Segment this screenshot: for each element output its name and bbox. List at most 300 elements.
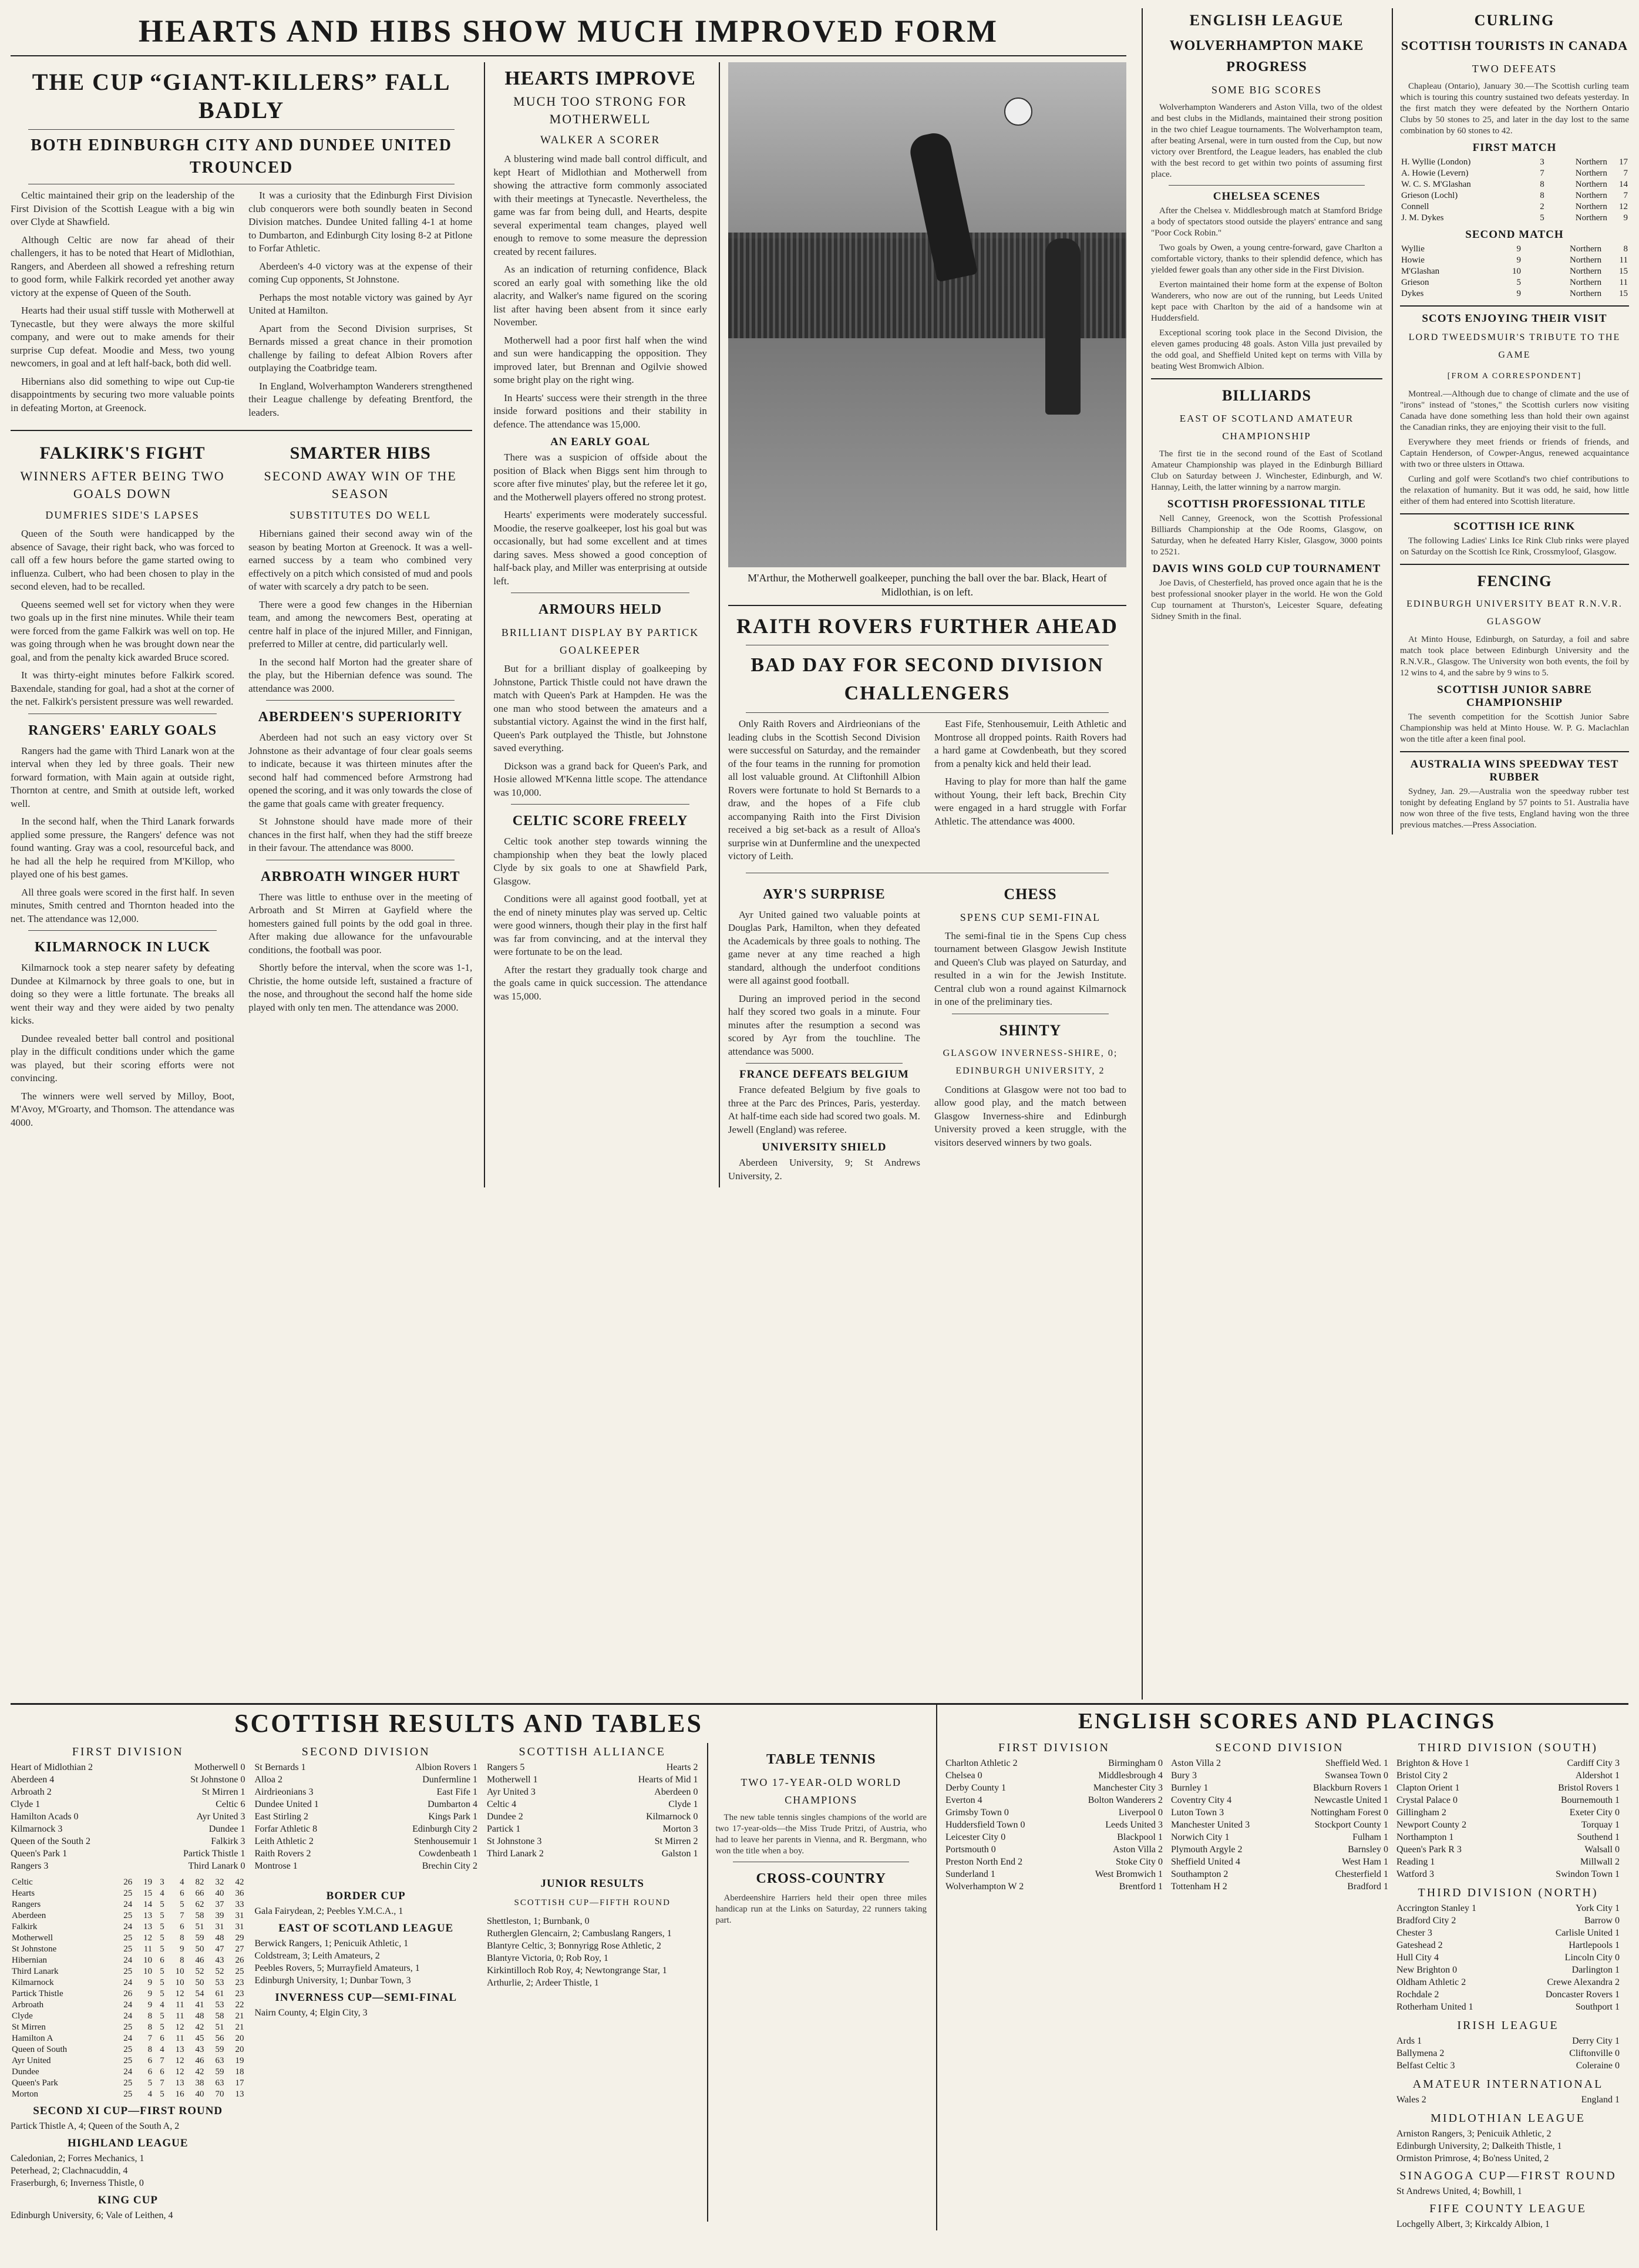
fixture-home: Wales 2 [1396, 2095, 1426, 2105]
table-cell: Clyde [12, 2011, 33, 2021]
table-cell: 8 [147, 2023, 153, 2032]
table-cell: 24 [123, 1956, 133, 1965]
table-cell: 25 [235, 1967, 244, 1976]
fixture-home: Ballymena 2 [1396, 2048, 1445, 2058]
fixture-home: Rotherham United 1 [1396, 2002, 1473, 2012]
fixture-away: Galston 1 [661, 1849, 698, 1859]
table-cell: 5 [160, 1922, 164, 1931]
fixture-home: Bury 3 [1171, 1771, 1197, 1781]
fixture-home: Montrose 1 [254, 1861, 298, 1871]
fixture-home: Sunderland 1 [945, 1869, 995, 1879]
match-photo [728, 62, 1126, 567]
fixture-away: Derry City 1 [1572, 2036, 1620, 2046]
table-row [11, 1888, 245, 1899]
billiards-subhead: EAST OF SCOTLAND AMATEUR CHAMPIONSHIP [1179, 413, 1354, 442]
table-cell: 36 [235, 1889, 244, 1898]
english-scores [936, 1705, 1628, 2230]
fixture-row [11, 1761, 245, 1774]
fixture-home: Newport County 2 [1396, 1820, 1467, 1830]
main-block [11, 8, 1126, 1700]
table-cell: 12 [175, 2056, 184, 2065]
fixture-away: Partick Thistle 1 [183, 1849, 245, 1859]
table-cell: 52 [195, 1967, 204, 1976]
table-cell: 25 [123, 2023, 133, 2032]
result-line: Caledonian, 2; Forres Mechanics, 1 [11, 2153, 144, 2163]
table-cell: 21 [235, 2011, 244, 2021]
billiards-p3: Joe Davis, of Chesterfield, has proved once again that he is the best professional snooker player in the world. He won the Gold Cup tournament at Thurston's, Leicester Square, defeating Sidney Smith in the final. [1151, 578, 1382, 621]
fixture-home: Airdrieonians 3 [254, 1787, 314, 1797]
fixture-away: Hearts 2 [666, 1762, 698, 1772]
table-cell: 3 [160, 1877, 164, 1887]
result-line: Blantyre Victoria, 0; Rob Roy, 1 [486, 1953, 608, 1963]
table-cell: 6 [160, 2034, 164, 2043]
table-cell: 16 [175, 2089, 184, 2099]
fixture-row [487, 1848, 698, 1860]
amateur-label: AMATEUR INTERNATIONAL [1412, 2078, 1604, 2091]
chelsea-headline: CHELSEA SCENES [1213, 190, 1321, 203]
chelsea-p1: After the Chelsea v. Middlesbrough match at Stamford Bridge a body of spectators stood outside the players' entrance and sang "Poor Cock Robin." [1151, 206, 1382, 238]
fixture-row [11, 1786, 245, 1798]
fixture-away: Blackpool 1 [1117, 1832, 1163, 1842]
fixture-away: Bournemouth 1 [1561, 1795, 1620, 1805]
english-label: ENGLISH LEAGUE [1189, 12, 1344, 29]
cup-p2: Although Celtic are now far ahead of their challengers, it has to be noted that Heart of Midlothian, Rangers, and Aberdeen all showed a refreshing return to good form, while Falkirk recorded yet another away victory at the expense of Queen of the South. [11, 234, 235, 298]
raith-p3: Having to play for more than half the game without Young, their left back, Brechin City were engaged in a hard struggle with Forfar Athletic. The attendance was 4000. [934, 776, 1126, 827]
english-p1: Wolverhampton Wanderers and Aston Villa, two of the oldest and best clubs in the Midlands, maintained their strong position in the two chief League tournaments. The Wolverhampton team, after beating Arsenal, were in turn ousted from the Cup, but now victory over Brentford, the League leaders, has enabled the club with the best record to get within two points of assuming first place. [1151, 103, 1382, 179]
first-div-results [11, 1761, 245, 1872]
table-cell: Hibernian [12, 1956, 47, 1965]
eng-second-label: SECOND DIVISION [1215, 1741, 1344, 1754]
table-cell: 10 [1512, 267, 1521, 276]
fixture-home: Reading 1 [1396, 1857, 1435, 1867]
fixture-home: East Stirling 2 [254, 1812, 309, 1822]
table-row [1400, 266, 1629, 277]
table-cell: Hearts [12, 1889, 35, 1898]
fixture-row [1396, 1988, 1620, 2001]
result-line: Arthurlie, 2; Ardeer Thistle, 1 [486, 1978, 599, 1988]
result-line: Berwick Rangers, 1; Penicuik Athletic, 1 [254, 1939, 409, 1949]
fixture-away: St Mirren 2 [654, 1836, 698, 1846]
fixture-home: Derby County 1 [945, 1783, 1007, 1793]
table-cell: 9 [147, 1978, 153, 1987]
table-cell: 21 [235, 2023, 244, 2032]
english-kicker: SOME BIG SCORES [1211, 84, 1322, 96]
scots-visit-kicker: [FROM A CORRESPONDENT] [1447, 372, 1582, 381]
raith-subhead: BAD DAY FOR SECOND DIVISION CHALLENGERS [750, 654, 1104, 704]
table-cell: Falkirk [12, 1922, 38, 1931]
table-cell: 5 [160, 1978, 164, 1987]
table-cell: 54 [195, 1989, 204, 1998]
fixture-row [1171, 1868, 1388, 1880]
table-cell: 10 [175, 1967, 184, 1976]
curling-second-label: SECOND MATCH [1465, 228, 1564, 241]
table-row [11, 1977, 245, 1988]
table-cell: 9 [180, 1944, 184, 1954]
fixture-away: Clyde 1 [668, 1799, 698, 1809]
fixture-row [11, 1860, 245, 1872]
table-cell: 58 [195, 1911, 204, 1920]
table-cell: 25 [123, 1967, 133, 1976]
table-cell: 63 [215, 2056, 224, 2065]
table-cell: 33 [235, 1900, 244, 1909]
table-cell: 31 [235, 1911, 244, 1920]
table-cell: Northern [1575, 202, 1607, 211]
table-cell: 7 [1623, 191, 1628, 200]
fixture-home: Partick 1 [486, 1824, 521, 1834]
table-cell: 9 [147, 1989, 153, 1998]
table-cell: 59 [195, 1933, 204, 1943]
table-cell: 9 [1516, 244, 1521, 254]
fixture-home: St Bernards 1 [254, 1762, 306, 1772]
fixture-row [254, 1848, 477, 1860]
fixture-away: Newcastle United 1 [1314, 1795, 1388, 1805]
table-cell: 5 [160, 1933, 164, 1943]
table-cell: 50 [195, 1944, 204, 1954]
table-cell: Ayr United [12, 2056, 51, 2065]
table-cell: 4 [180, 1877, 184, 1887]
table-cell: 5 [160, 1989, 164, 1998]
cup-p7: Perhaps the most notable victory was gained by Ayr United at Hamilton. [248, 291, 473, 316]
table-cell: 24 [123, 2011, 133, 2021]
billiards-kicker2: DAVIS WINS GOLD CUP TOURNAMENT [1152, 563, 1381, 575]
fixture-home: Chelsea 0 [945, 1771, 982, 1781]
alliance-results [487, 1761, 698, 1860]
table-cell: Connell [1401, 202, 1429, 211]
curling-headline: SCOTTISH TOURISTS IN CANADA [1401, 38, 1628, 53]
first-div-table [11, 1877, 245, 2100]
table-row [11, 1899, 245, 1910]
fixture-row [1396, 1819, 1620, 1831]
table-cell: 6 [160, 2067, 164, 2077]
table-cell: Third Lanark [12, 1967, 59, 1976]
speedway-p1: Sydney, Jan. 29.—Australia won the speedway rubber test tonight by defeating England by 57 points to 51. Australia have now won three of the five tests, England having won the three previous matches.—Press Association. [1399, 787, 1629, 830]
result-line: Shettleston, 1; Burnbank, 0 [486, 1916, 590, 1926]
eng-first-results [945, 1757, 1163, 1893]
table-row [11, 2011, 245, 2022]
hearts-p1: A blustering wind made ball control difficult, and kept Heart of Midlothian and Motherwell from showing the attractive form commonly associated with their meetings at Tynecastle. Nevertheless, the game was far from being dull, and Hearts, despite several experimental team changes, played well enough to remove to some measure the depression created by recent failures. [493, 153, 707, 257]
third-south-label: THIRD DIVISION (SOUTH) [1418, 1741, 1598, 1754]
table-tennis-p1: The new table tennis singles champions of the world are two 17-year-olds—the Miss Trude Pritzi, of Austria, who had to leave her parents in Vienna, and R. Bergmann, who won the title when a boy. [715, 1813, 927, 1856]
table-cell: 11 [176, 2011, 184, 2021]
midlothian-label: MIDLOTHIAN LEAGUE [1431, 2112, 1586, 2125]
table-cell: 8 [147, 2011, 153, 2021]
table-cell: 4 [160, 2045, 164, 2054]
table-cell: 13 [143, 1911, 153, 1920]
fixture-away: Carlisle United 1 [1555, 1928, 1620, 1938]
table-cell: 40 [195, 2089, 204, 2099]
table-cell: 11 [176, 2034, 184, 2043]
fixture-away: Nottingham Forest 0 [1310, 1808, 1388, 1818]
arbroath-p1: There was little to enthuse over in the meeting of Arbroath and St Mirren at Gayfield where the homesters gained full points by the odd goal in three. After making due allowance for the unfavourable conditions, the football was poor. [248, 891, 473, 955]
rangers-headline: RANGERS' EARLY GOALS [28, 722, 217, 738]
table-row [11, 2089, 245, 2100]
fixture-row [945, 1831, 1163, 1843]
fixture-home: Southampton 2 [1171, 1869, 1229, 1879]
fixture-home: Wolverhampton W 2 [945, 1882, 1024, 1892]
table-cell: 17 [1619, 157, 1628, 167]
fixture-row [11, 1823, 245, 1835]
fixture-away: Fulham 1 [1352, 1832, 1388, 1842]
chelsea-p3: Everton maintained their home form at the expense of Bolton Wanderers, who now are out of the running, but Leeds United kept pace with Charlton by the aid of a handsome win at Huddersfield. [1151, 280, 1382, 323]
fixture-away: St Johnstone 0 [190, 1775, 245, 1785]
fixture-row [254, 1761, 477, 1774]
fixture-home: Celtic 4 [486, 1799, 517, 1809]
result-line: Lochgelly Albert, 3; Kirkcaldy Albion, 1 [1396, 2219, 1550, 2229]
table-cell: 5 [180, 1900, 184, 1909]
table-row [1400, 157, 1629, 168]
hearts-subhead: MUCH TOO STRONG FOR MOTHERWELL [513, 94, 687, 126]
billiards-headline: BILLIARDS [1221, 387, 1312, 404]
fixture-away: St Mirren 1 [201, 1787, 245, 1797]
table-cell: 62 [195, 1900, 204, 1909]
table-cell: Northern [1575, 191, 1607, 200]
fixture-row [1171, 1856, 1388, 1868]
fixture-away: Hartlepools 1 [1569, 1940, 1620, 1950]
fixture-home: Huddersfield Town 0 [945, 1820, 1025, 1830]
table-cell: 23 [235, 1989, 244, 1998]
table-cell: 39 [215, 1911, 224, 1920]
falkirk-p1: Queen of the South were handicapped by the absence of Savage, their right back, who was forced to call off a few hours before the game started owing to influenza. Culbert, who had been chosen to play in the second eleven, had to be recalled. [11, 528, 235, 592]
ayr-headline: AYR'S SURPRISE [763, 886, 886, 902]
fixture-home: Dundee 2 [486, 1812, 523, 1822]
table-cell: 5 [1540, 213, 1544, 223]
scots-visit-p1: Montreal.—Although due to change of climate and the use of "irons" instead of "stones," the Scottish curlers now visiting Canada have done something less than hold their own against the Canadian rinks, they are enjoying their visit to the full. [1399, 389, 1629, 432]
fixture-row [1396, 1843, 1620, 1856]
fixture-row [11, 1798, 245, 1811]
table-cell: St Mirren [12, 2023, 46, 2032]
fixture-home: Burnley 1 [1171, 1783, 1209, 1793]
fixture-home: Crystal Palace 0 [1396, 1795, 1458, 1805]
table-cell: 24 [123, 2000, 133, 2010]
chess-subhead: SPENS CUP SEMI-FINAL [960, 911, 1101, 923]
fixture-away: Torquay 1 [1581, 1820, 1620, 1830]
table-cell: 59 [215, 2067, 224, 2077]
table-cell: Kilmarnock [12, 1978, 54, 1987]
table-cell: 46 [195, 1956, 204, 1965]
fixture-away: West Bromwich 1 [1095, 1869, 1163, 1879]
fixture-away: Dumbarton 4 [428, 1799, 477, 1809]
fixture-row [487, 1835, 698, 1848]
fixture-home: Watford 3 [1396, 1869, 1435, 1879]
shinty-headline: SHINTY [999, 1021, 1062, 1039]
fixture-home: Accrington Stanley 1 [1396, 1903, 1476, 1913]
table-row [11, 1988, 245, 2000]
kilmarnock-headline: KILMARNOCK IN LUCK [34, 940, 211, 955]
table-cell: Northern [1575, 180, 1607, 189]
table-cell: 31 [235, 1922, 244, 1931]
fixture-row [945, 1868, 1163, 1880]
table-cell: 10 [143, 1956, 153, 1965]
result-line: Ormiston Primrose, 4; Bo'ness United, 2 [1396, 2153, 1549, 2163]
fixture-row [487, 1811, 698, 1823]
fixture-row [1396, 1868, 1620, 1880]
fixture-row [1396, 2035, 1620, 2047]
table-cell: 13 [175, 2045, 184, 2054]
cup-headline: THE CUP “GIANT-KILLERS” FALL BADLY [32, 69, 451, 123]
fixture-row [1171, 1843, 1388, 1856]
shield-p1: Aberdeen University, 9; St Andrews University, 2. [728, 1157, 920, 1182]
result-line: St Andrews United, 4; Bowhill, 1 [1396, 2186, 1522, 2196]
speedway-headline: AUSTRALIA WINS SPEEDWAY TEST RUBBER [1410, 758, 1619, 783]
scots-visit-subhead: LORD TWEEDSMUIR'S TRIBUTE TO THE GAME [1408, 332, 1621, 360]
table-row [1400, 288, 1629, 300]
fixture-home: Coventry City 4 [1171, 1795, 1232, 1805]
fixture-away: Dunfermline 1 [422, 1775, 477, 1785]
ayr-p1: Ayr United gained two valuable points at Douglas Park, Hamilton, when they defeated the Academicals by three goals to nothing. The game never at any time reached a high standard, although the underfoot conditions were all against good football. [728, 908, 920, 986]
table-cell: 7 [160, 2078, 164, 2088]
fixture-home: Third Lanark 2 [486, 1849, 544, 1859]
fixture-row [1396, 2047, 1620, 2060]
table-cell: Hamilton A [12, 2034, 53, 2043]
fencing-p2: The seventh competition for the Scottish Junior Sabre Championship was held at Minto House. W. P. G. Maclachlan won the title after a keen final pool. [1399, 712, 1629, 744]
fixture-away: Brechin City 2 [422, 1861, 477, 1871]
fixture-away: Lincoln City 0 [1564, 1953, 1620, 1963]
table-cell: 5 [160, 1967, 164, 1976]
right-block [1142, 8, 1629, 1700]
table-cell: 45 [195, 2034, 204, 2043]
table-tennis-headline: TABLE TENNIS [766, 1752, 876, 1767]
sinagoga-label: SINAGOGA CUP—FIRST ROUND [1399, 2169, 1617, 2182]
table-row [1400, 179, 1629, 190]
alliance-label: SCOTTISH ALLIANCE [519, 1745, 666, 1758]
table-cell: 27 [235, 1944, 244, 1954]
fixture-away: Crewe Alexandra 2 [1547, 1977, 1620, 1987]
fixture-away: Aldershot 1 [1575, 1771, 1620, 1781]
table-cell: 4 [160, 2000, 164, 2010]
hibs-kicker: SUBSTITUTES DO WELL [290, 509, 432, 521]
table-cell: 7 [180, 1911, 184, 1920]
fixture-row [254, 1823, 477, 1835]
scots-visit-headline: SCOTS ENJOYING THEIR VISIT [1422, 312, 1607, 325]
table-row [11, 1933, 245, 1944]
fixture-home: Luton Town 3 [1171, 1808, 1224, 1818]
result-line: Fraserburgh, 6; Inverness Thistle, 0 [11, 2178, 144, 2188]
falkirk-p2: Queens seemed well set for victory when they were two goals up in the first nine minutes. While their team were forced from the game Falkirk was well on top. He was going through when he was brought down near the goal, and from the penalty kick awarded Bruce scored. [11, 598, 235, 663]
fixture-away: Middlesbrough 4 [1098, 1771, 1163, 1781]
fixture-row [1396, 1964, 1620, 1976]
fixture-home: Hull City 4 [1396, 1953, 1439, 1963]
table-cell: 25 [123, 2056, 133, 2065]
fixture-row [254, 1835, 477, 1848]
fixture-row [1396, 1902, 1620, 1914]
fixture-home: Bristol City 2 [1396, 1771, 1448, 1781]
kilmarnock-p2: Dundee revealed better ball control and positional play in the difficult conditions under which the game was played, but their scoring efforts were not convincing. [11, 1032, 235, 1083]
second-div-results [254, 1761, 477, 1872]
fixture-home: Queen's Park R 3 [1396, 1845, 1462, 1855]
fixture-away: Bradford 1 [1347, 1882, 1388, 1892]
table-cell: 8 [1540, 180, 1544, 189]
hibs-p2: There were a good few changes in the Hibernian team, and among the newcomers Best, operating at centre half in place of the injured Miller, and Finnigan, preferred to Miller at centre, did particularly well. [248, 598, 473, 650]
table-cell: 9 [1623, 213, 1628, 223]
table-cell: 11 [143, 1944, 153, 1954]
irish-results [1396, 2035, 1620, 2072]
table-row [11, 2078, 245, 2089]
qualifying-results [11, 2120, 245, 2132]
fixture-row [1171, 1794, 1388, 1806]
table-cell: Celtic [12, 1877, 33, 1887]
table-cell: Northern [1575, 157, 1607, 167]
table-cell: 41 [195, 2000, 204, 2010]
icerink-p1: The following Ladies' Links Ice Rink Club rinks were played on Saturday on the Scottish Ice Rink, Crossmyloof, Glasgow. [1399, 536, 1629, 557]
table-cell: 12 [175, 2023, 184, 2032]
fixture-row [945, 1757, 1163, 1769]
fencing-kicker: SCOTTISH JUNIOR SABRE CHAMPIONSHIP [1437, 684, 1592, 709]
armours-subhead: BRILLIANT DISPLAY BY PARTICK GOALKEEPER [501, 627, 699, 656]
fixture-away: England 1 [1581, 2095, 1620, 2105]
armours-p1: But for a brilliant display of goalkeeping by Johnstone, Partick Thistle could not have drawn the match with Queen's Park at Hampden. He was the one man who stood between the amateurs and a substantial victory. Against the wind in the first half, Queen's Park outplayed the Thistle, but Johnstone saved everything. [493, 663, 707, 753]
table-cell: 70 [215, 2089, 224, 2099]
fixture-home: Gateshead 2 [1396, 1940, 1443, 1950]
table-cell: 11 [1619, 255, 1628, 265]
table-cell: 48 [195, 2011, 204, 2021]
table-row [1400, 213, 1629, 224]
table-cell: 32 [215, 1877, 224, 1887]
scottish-results-title: SCOTTISH RESULTS AND TABLES [234, 1709, 703, 1738]
hibs-subhead: SECOND AWAY WIN OF THE SEASON [264, 469, 457, 501]
table-cell: 5 [147, 2078, 153, 2088]
table-cell: 6 [160, 1956, 164, 1965]
second-div-label: SECOND DIVISION [301, 1745, 430, 1758]
fixture-row [11, 1835, 245, 1848]
fixture-home: Charlton Athletic 2 [945, 1758, 1018, 1768]
fixture-home: Queen of the South 2 [11, 1836, 90, 1846]
table-row [1400, 201, 1629, 213]
east-label: EAST OF SCOTLAND LEAGUE [278, 1922, 454, 1934]
fixture-away: Leeds United 3 [1105, 1820, 1163, 1830]
table-cell: Arbroath [12, 2000, 44, 2010]
fixture-home: Arbroath 2 [11, 1787, 52, 1797]
table-cell: 51 [215, 2023, 224, 2032]
fixture-away: Chesterfield 1 [1335, 1869, 1388, 1879]
table-cell: 9 [1516, 255, 1521, 265]
fixture-row [1171, 1782, 1388, 1794]
table-cell: 23 [235, 1978, 244, 1987]
table-cell: 5 [160, 1944, 164, 1954]
table-cell: 25 [123, 2078, 133, 2088]
highland-label: HIGHLAND LEAGUE [67, 2137, 189, 2149]
hearts-story [484, 62, 707, 1187]
fixture-row [1171, 1831, 1388, 1843]
fixture-row [1396, 1831, 1620, 1843]
table-cell: 38 [195, 2078, 204, 2088]
fixture-home: Belfast Celtic 3 [1396, 2061, 1455, 2071]
table-cell: 25 [123, 2045, 133, 2054]
junior-results [487, 1915, 698, 1989]
fixture-home: Sheffield United 4 [1171, 1857, 1240, 1867]
celtic-headline: CELTIC SCORE FREELY [512, 813, 688, 829]
raith-headline: RAITH ROVERS FURTHER AHEAD [736, 614, 1118, 638]
scots-visit-p3: Curling and golf were Scotland's two chief contributions to the relaxation of humanity. But it was odd, he said, how little either of them had entered into Scottish literature. [1399, 475, 1629, 506]
table-cell: 26 [123, 1989, 133, 1998]
east-results [254, 1937, 477, 1987]
table-row [1400, 244, 1629, 255]
armours-p2: Dickson was a grand back for Queen's Park, and Hosie allowed M'Kenna little scope. The attendance was 10,000. [493, 760, 707, 798]
fixture-home: Bradford City 2 [1396, 1916, 1456, 1926]
eng-first-label: FIRST DIVISION [998, 1741, 1110, 1754]
table-cell: 40 [215, 1889, 224, 1898]
table-cell: Queen of South [12, 2045, 68, 2054]
table-row [11, 2044, 245, 2055]
table-cell: 15 [1619, 289, 1628, 298]
scots-visit-p2: Everywhere they meet friends or friends of friends, and Captain Henderson, of Cowper-Angus, renewed acquaintance with two or three ulsters in Ottawa. [1399, 438, 1629, 469]
result-line: Gala Fairydean, 2; Peebles Y.M.C.A., 1 [254, 1906, 403, 1916]
table-cell: 7 [1540, 169, 1544, 178]
fixture-away: Exeter City 0 [1569, 1808, 1620, 1818]
table-cell: M'Glashan [1401, 267, 1440, 276]
table-cell: 4 [147, 2089, 153, 2099]
table-row [11, 1955, 245, 1966]
fixture-away: Birmingham 0 [1108, 1758, 1163, 1768]
